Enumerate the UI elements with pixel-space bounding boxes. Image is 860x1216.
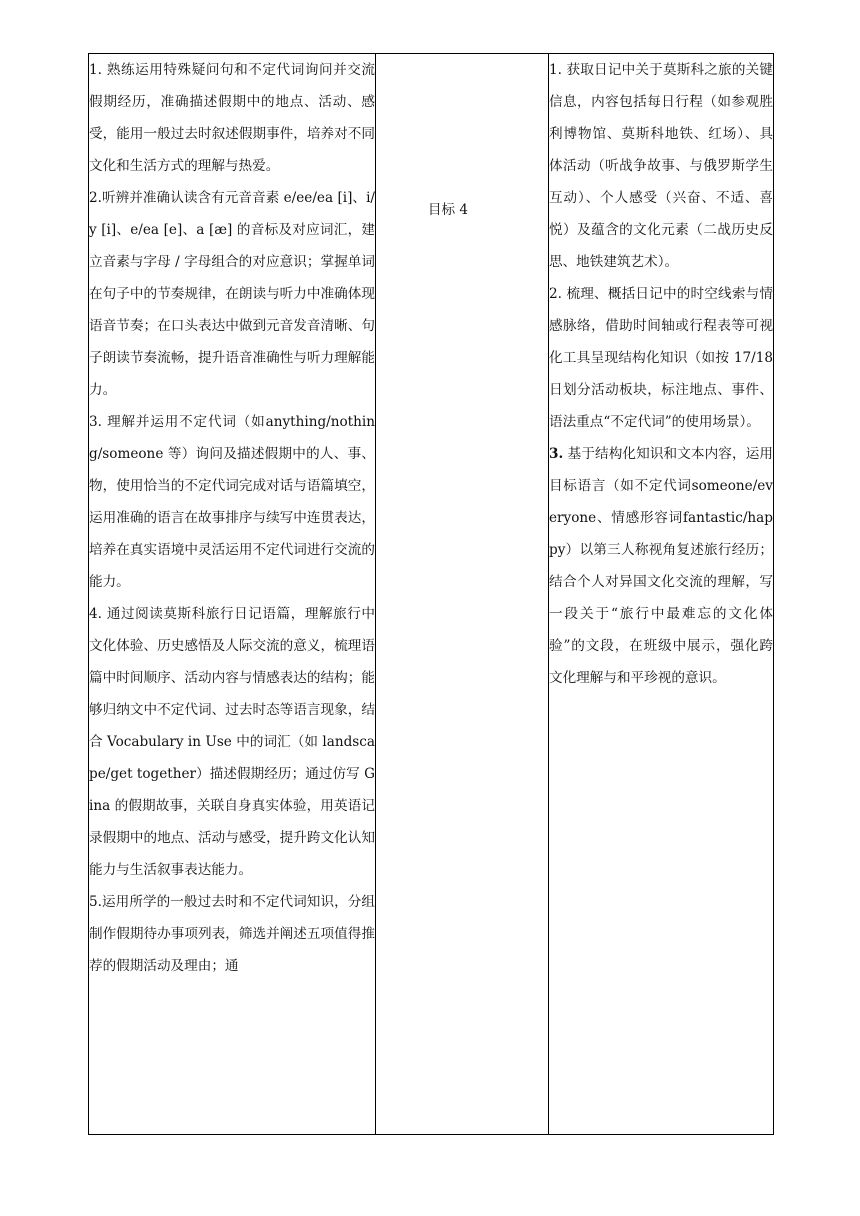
objectives-table: [88, 53, 774, 1135]
objective-paragraph-2: 2.听辨并准确认读含有元音音素 e/ee/ea [i]、i/y [i]、e/ea [e]、a [æ] 的音标及对应词汇，建立音素与字母 / 字母组合的对应意识；掌握单词在句子中的节奏规律，在朗读与听力中准确体现语音节奏；在口头表达中做到元音发音清晰、句子朗读节奏流畅，提升语音准确性与听力理解能力。: [89, 190, 375, 398]
activity-description-cell: [549, 54, 774, 1135]
activity-paragraph-2: [549, 278, 773, 438]
target-label-cell: [376, 54, 549, 1135]
objective-paragraph-5: 5.运用所学的一般过去时和不定代词知识，分组制作假期待办事项列表，筛选并阐述五项值得推荐的假期活动及理由；通: [89, 894, 375, 974]
learning-objectives-cell: [89, 54, 376, 1135]
activity-paragraph-3: [549, 438, 773, 694]
objective-paragraph-4: 4. 通过阅读莫斯科旅行日记语篇，理解旅行中文化体验、历史感悟及人际交流的意义，梳理语篇中时间顺序、活动内容与情感表达的结构；能够归纳文中不定代词、过去时态等语言现象，结合 Vocabulary in Use 中的词汇（如 landscape/get together）描述假期经历；通过仿写 Gina 的假期故事，关联自身真实体验，用英语记录假期中的地点、活动与感受，提升跨文化认知能力与生活叙事表达能力。: [89, 606, 375, 878]
objective-paragraph-3: 3. 理解并运用不定代词（如anything/nothing/someone 等）询问及描述假期中的人、事、物，使用恰当的不定代词完成对话与语篇填空，运用准确的语言在故事排序与续写中连贯表达，培养在真实语境中灵活运用不定代词进行交流的能力。: [89, 414, 375, 590]
activity-paragraph-3-text: 基于结构化知识和文本内容，运用目标语言（如不定代词someone/everyone、情感形容词fantastic/happy）以第三人称视角复述旅行经历；结合个人对异国文化交流的理解，写一段关于“旅行中最难忘的文化体验”的文段，在班级中展示，强化跨文化理解与和平珍视的意识。: [549, 446, 773, 686]
activity-paragraph-1: [549, 54, 773, 278]
activity-paragraph-3-number: 3.: [549, 446, 564, 462]
table-row: [89, 54, 774, 1135]
activity-paragraph-1-text: 1. 获取日记中关于莫斯科之旅的关键信息，内容包括每日行程（如参观胜利博物馆、莫斯科地铁、红场）、具体活动（听战争故事、与俄罗斯学生互动）、个人感受（兴奋、不适、喜悦）及蕴含的文化元素（二战历史反思、地铁建筑艺术）。: [549, 62, 773, 270]
objective-paragraph-1: 1. 熟练运用特殊疑问句和不定代词询问并交流假期经历，准确描述假期中的地点、活动、感受，能用一般过去时叙述假期事件，培养对不同文化和生活方式的理解与热爱。: [89, 62, 375, 174]
target-label: 目标 4: [427, 202, 469, 218]
activity-paragraph-2-text: 2. 梳理、概括日记中的时空线索与情感脉络，借助时间轴或行程表等可视化工具呈现结构化知识（如按 17/18 日划分活动板块，标注地点、事件、语法重点“不定代词”的使用场景）。: [549, 286, 773, 430]
